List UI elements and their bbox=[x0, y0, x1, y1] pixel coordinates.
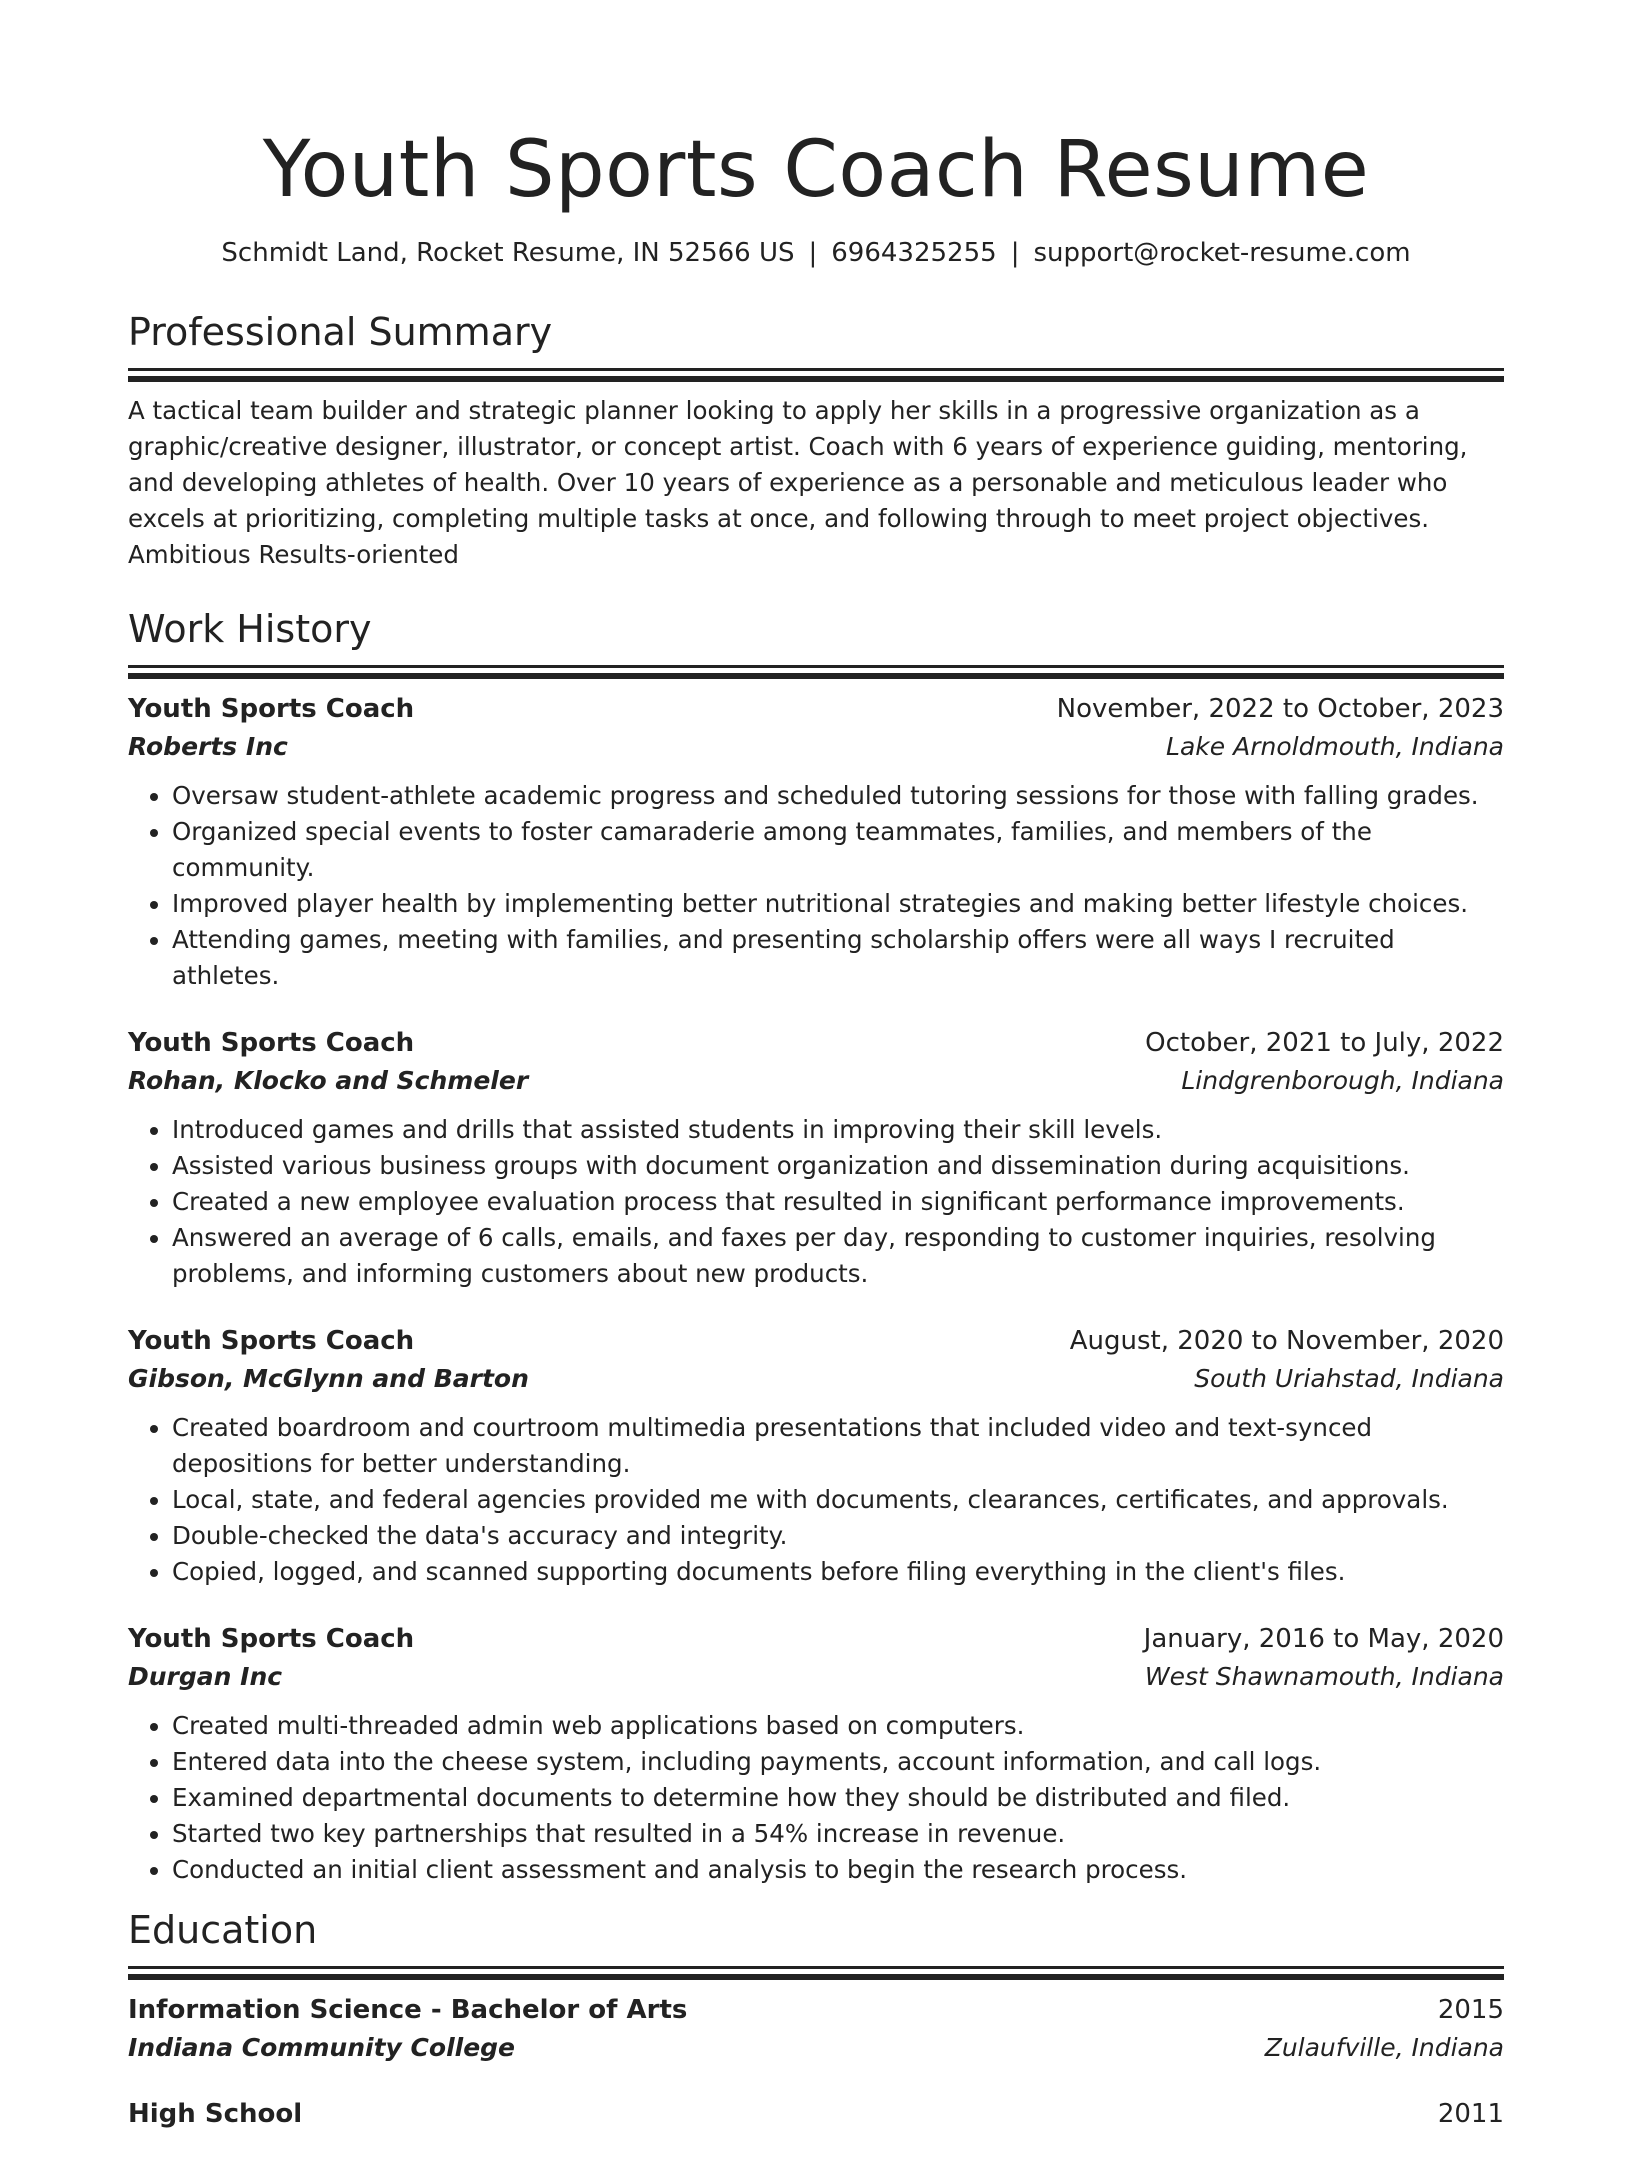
job-bullet: • Improved player health by implementing better nutritional strategies and making better lifestyle choices. bbox=[172, 886, 1504, 922]
resume-name: Youth Sports Coach Resume bbox=[262, 125, 1370, 215]
job-bullets bbox=[128, 1708, 1504, 1888]
section-title-summary: Professional Summary bbox=[128, 310, 553, 354]
education-location: Zulaufville, Indiana bbox=[1264, 2033, 1504, 2062]
job-bullets bbox=[128, 778, 1504, 994]
education-degree: Information Science - Bachelor of Arts bbox=[128, 1995, 688, 2025]
job-dates: November, 2022 to October, 2023 bbox=[1056, 694, 1504, 724]
summary-section bbox=[128, 308, 1504, 573]
job-bullet: • Oversaw student-athlete academic progress and scheduled tutoring sessions for those with falling grades. bbox=[172, 778, 1504, 814]
summary-text: A tactical team builder and strategic planner looking to apply her skills in a progressive organization as a graphic/creative designer, illustrator, or concept artist. Coach with 6 years of experience guiding, mentoring, and developing athletes of health. Over 10 years of experience as a personable and meticulous leader who excels at prioritizing, completing multiple tasks at once, and following through to meet project objectives. Ambitious Results-oriented bbox=[128, 396, 1468, 569]
education-entry bbox=[128, 1991, 1504, 2067]
job-location: Lindgrenborough, Indiana bbox=[1181, 1066, 1504, 1095]
education-year: 2015 bbox=[1437, 1995, 1504, 2025]
job-entry bbox=[128, 1620, 1504, 1888]
job-bullet: • Entered data into the cheese system, including payments, account information, and call logs. bbox=[172, 1744, 1504, 1780]
job-bullet: • Created a new employee evaluation process that resulted in significant performance improvements. bbox=[172, 1184, 1504, 1220]
contact-line bbox=[128, 236, 1504, 270]
education-entry bbox=[128, 2095, 1504, 2133]
job-dates: January, 2016 to May, 2020 bbox=[1143, 1624, 1504, 1654]
job-bullet: • Introduced games and drills that assisted students in improving their skill levels. bbox=[172, 1112, 1504, 1148]
job-bullet: • Assisted various business groups with document organization and dissemination during acquisitions. bbox=[172, 1148, 1504, 1184]
section-divider bbox=[128, 665, 1504, 668]
education-school: Indiana Community College bbox=[128, 2033, 516, 2062]
section-divider bbox=[128, 1966, 1504, 1969]
job-bullet: • Local, state, and federal agencies provided me with documents, clearances, certificates, and approvals. bbox=[172, 1482, 1504, 1518]
job-bullet: • Examined departmental documents to determine how they should be distributed and filed. bbox=[172, 1780, 1504, 1816]
job-entry bbox=[128, 690, 1504, 994]
contact-address: Schmidt Land, Rocket Resume, IN 52566 US bbox=[221, 238, 795, 268]
education-degree: High School bbox=[128, 2099, 303, 2129]
job-employer: Rohan, Klocko and Schmeler bbox=[128, 1066, 529, 1095]
job-entry bbox=[128, 1024, 1504, 1292]
job-location: West Shawnamouth, Indiana bbox=[1144, 1662, 1504, 1691]
job-title: Youth Sports Coach bbox=[128, 694, 415, 724]
job-employer: Durgan Inc bbox=[128, 1662, 283, 1691]
job-bullet: • Copied, logged, and scanned supporting documents before filing everything in the client's files. bbox=[172, 1554, 1504, 1590]
job-bullet: • Conducted an initial client assessment and analysis to begin the research process. bbox=[172, 1852, 1504, 1888]
job-title: Youth Sports Coach bbox=[128, 1624, 415, 1654]
job-location: South Uriahstad, Indiana bbox=[1194, 1364, 1504, 1393]
job-employer: Roberts Inc bbox=[128, 732, 288, 761]
job-bullet: • Created boardroom and courtroom multimedia presentations that included video and text-synced depositions for better understanding. bbox=[172, 1410, 1504, 1482]
job-location: Lake Arnoldmouth, Indiana bbox=[1166, 732, 1504, 761]
resume-page bbox=[128, 0, 1504, 2161]
job-bullet: • Double-checked the data's accuracy and integrity. bbox=[172, 1518, 1504, 1554]
contact-phone: 6964325255 bbox=[831, 238, 997, 268]
job-title: Youth Sports Coach bbox=[128, 1028, 415, 1058]
job-bullets bbox=[128, 1112, 1504, 1292]
job-title: Youth Sports Coach bbox=[128, 1326, 415, 1356]
job-bullet: • Answered an average of 6 calls, emails, and faxes per day, responding to customer inquiries, resolving problems, and informing customers about new products. bbox=[172, 1220, 1504, 1292]
job-bullet: • Created multi-threaded admin web applications based on computers. bbox=[172, 1708, 1504, 1744]
job-dates: August, 2020 to November, 2020 bbox=[1069, 1326, 1504, 1356]
contact-separator: | bbox=[808, 238, 818, 268]
section-divider bbox=[128, 368, 1504, 371]
job-bullets bbox=[128, 1410, 1504, 1590]
contact-separator: | bbox=[1010, 238, 1020, 268]
education-year: 2011 bbox=[1437, 2099, 1504, 2129]
job-bullet: • Organized special events to foster camaraderie among teammates, families, and members of the community. bbox=[172, 814, 1504, 886]
job-bullet: • Attending games, meeting with families, and presenting scholarship offers were all ways I recruited athletes. bbox=[172, 922, 1504, 994]
job-bullet: • Started two key partnerships that resulted in a 54% increase in revenue. bbox=[172, 1816, 1504, 1852]
job-dates: October, 2021 to July, 2022 bbox=[1145, 1028, 1504, 1058]
section-title-education: Education bbox=[128, 1908, 318, 1952]
education-section bbox=[128, 1906, 1504, 2133]
section-title-work: Work History bbox=[128, 607, 372, 651]
contact-email: support@rocket-resume.com bbox=[1033, 238, 1411, 268]
work-history-section bbox=[128, 605, 1504, 1888]
job-employer: Gibson, McGlynn and Barton bbox=[128, 1364, 529, 1393]
job-entry bbox=[128, 1322, 1504, 1590]
